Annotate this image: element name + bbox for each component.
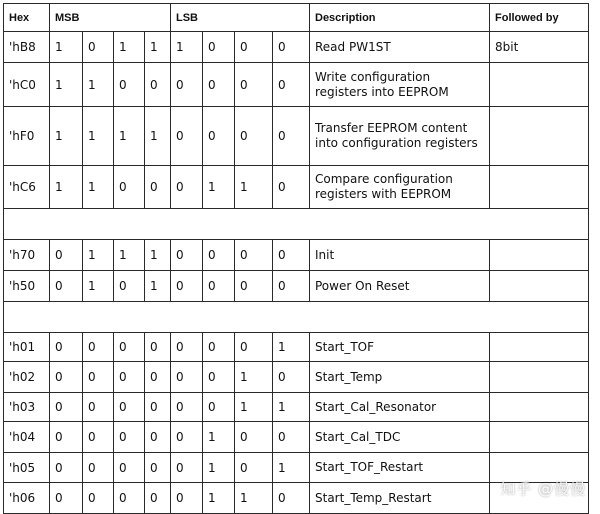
bit-cell: 0 [114,422,145,453]
bit-cell: 1 [235,362,273,393]
bit-cell: 0 [235,271,273,302]
bit-cell: 0 [273,107,310,166]
bit-cell: 1 [203,166,235,209]
followed-by-cell [490,63,589,107]
bit-cell: 0 [114,271,145,302]
bit-cell: 1 [83,166,114,209]
bit-cell: 0 [50,240,83,271]
bit-cell: 1 [145,107,171,166]
bit-cell: 0 [83,453,114,483]
bit-cell: 1 [273,333,310,362]
bit-cell: 0 [83,362,114,393]
bit-cell: 0 [273,362,310,393]
followed-by-cell [490,422,589,453]
bit-cell: 1 [273,453,310,483]
separator-row [4,209,589,240]
bit-cell: 0 [273,271,310,302]
bit-cell: 0 [203,32,235,63]
bit-cell: 0 [83,32,114,63]
description-cell: Start_Cal_TDC [310,422,490,453]
bit-cell: 0 [114,362,145,393]
header-lsb: LSB [171,4,310,32]
hex-cell: 'hB8 [4,32,50,63]
description-cell: Start_TOF_Restart [310,453,490,483]
header-description: Description [310,4,490,32]
bit-cell: 0 [145,422,171,453]
hex-cell: 'hF0 [4,107,50,166]
table-header-row [4,4,589,32]
bit-cell: 0 [171,393,203,422]
bit-cell: 0 [273,483,310,514]
bit-cell: 0 [171,483,203,514]
bit-cell: 0 [50,453,83,483]
table-row [4,422,589,453]
hex-cell: 'hC6 [4,166,50,209]
bit-cell: 0 [235,333,273,362]
bit-cell: 0 [235,63,273,107]
hex-cell: 'h02 [4,362,50,393]
bit-cell: 1 [114,240,145,271]
bit-cell: 1 [50,63,83,107]
table-row [4,271,589,302]
bit-cell: 0 [273,166,310,209]
bit-cell: 0 [83,393,114,422]
bit-cell: 1 [50,32,83,63]
bit-cell: 0 [145,166,171,209]
bit-cell: 1 [203,483,235,514]
followed-by-cell [490,393,589,422]
bit-cell: 0 [235,422,273,453]
bit-cell: 1 [145,271,171,302]
bit-cell: 1 [145,32,171,63]
bit-cell: 0 [203,271,235,302]
bit-cell: 0 [145,63,171,107]
hex-cell: 'h50 [4,271,50,302]
description-cell: Write configuration registers into EEPROM [310,63,490,107]
table-row [4,362,589,393]
followed-by-cell: 8bit [490,32,589,63]
followed-by-cell [490,166,589,209]
table-row [4,240,589,271]
bit-cell: 0 [50,422,83,453]
bit-cell: 0 [235,240,273,271]
bit-cell: 0 [114,166,145,209]
bit-cell: 0 [235,32,273,63]
bit-cell: 0 [171,63,203,107]
bit-cell: 1 [83,63,114,107]
description-cell: Start_Cal_Resonator [310,393,490,422]
bit-cell: 1 [114,32,145,63]
bit-cell: 0 [273,32,310,63]
bit-cell: 0 [83,333,114,362]
bit-cell: 0 [83,483,114,514]
table-row [4,333,589,362]
bit-cell: 0 [203,362,235,393]
bit-cell: 0 [171,166,203,209]
bit-cell: 0 [273,422,310,453]
bit-cell: 0 [50,393,83,422]
separator-cell [4,209,589,240]
hex-cell: 'h05 [4,453,50,483]
description-cell: Transfer EEPROM content into configuration registers [310,107,490,166]
hex-cell: 'h06 [4,483,50,514]
bit-cell: 1 [203,453,235,483]
followed-by-cell [490,333,589,362]
bit-cell: 0 [171,453,203,483]
bit-cell: 0 [203,63,235,107]
description-cell: Start_Temp [310,362,490,393]
hex-cell: 'h04 [4,422,50,453]
header-followed-by: Followed by [490,4,589,32]
bit-cell: 0 [145,483,171,514]
bit-cell: 1 [83,107,114,166]
bit-cell: 1 [50,107,83,166]
bit-cell: 0 [83,422,114,453]
bit-cell: 1 [145,240,171,271]
bit-cell: 0 [114,63,145,107]
followed-by-cell [490,107,589,166]
table-row [4,32,589,63]
bit-cell: 0 [50,333,83,362]
bit-cell: 0 [171,240,203,271]
bit-cell: 1 [114,107,145,166]
bit-cell: 1 [50,166,83,209]
bit-cell: 0 [171,107,203,166]
table-row [4,63,589,107]
bit-cell: 0 [273,63,310,107]
bit-cell: 0 [114,483,145,514]
description-cell: Start_TOF [310,333,490,362]
table-row [4,107,589,166]
followed-by-cell [490,362,589,393]
bit-cell: 0 [114,333,145,362]
bit-cell: 0 [145,362,171,393]
bit-cell: 0 [203,107,235,166]
description-cell: Init [310,240,490,271]
bit-cell: 1 [235,483,273,514]
table-row [4,166,589,209]
description-cell: Start_Temp_Restart [310,483,490,514]
bit-cell: 0 [50,271,83,302]
bit-cell: 1 [235,393,273,422]
bit-cell: 0 [203,333,235,362]
bit-cell: 0 [273,240,310,271]
watermark-text: 知乎 @慢慢 [500,480,586,498]
bit-cell: 0 [114,393,145,422]
bit-cell: 0 [50,362,83,393]
bit-cell: 0 [171,422,203,453]
description-cell: Power On Reset [310,271,490,302]
header-hex: Hex [4,4,50,32]
bit-cell: 0 [171,362,203,393]
hex-cell: 'hC0 [4,63,50,107]
bit-cell: 1 [83,240,114,271]
bit-cell: 0 [171,271,203,302]
bit-cell: 0 [145,453,171,483]
bit-cell: 1 [171,32,203,63]
bit-cell: 1 [83,271,114,302]
bit-cell: 0 [203,240,235,271]
separator-row [4,302,589,333]
description-cell: Read PW1ST [310,32,490,63]
table-row [4,393,589,422]
bit-cell: 1 [273,393,310,422]
bit-cell: 0 [235,453,273,483]
bit-cell: 1 [203,422,235,453]
hex-cell: 'h01 [4,333,50,362]
bit-cell: 0 [145,393,171,422]
bit-cell: 0 [50,483,83,514]
bit-cell: 0 [145,333,171,362]
bit-cell: 0 [203,393,235,422]
followed-by-cell [490,240,589,271]
bit-cell: 1 [235,166,273,209]
opcode-table [3,3,589,514]
bit-cell: 0 [171,333,203,362]
followed-by-cell [490,271,589,302]
bit-cell: 0 [235,107,273,166]
hex-cell: 'h70 [4,240,50,271]
header-msb: MSB [50,4,171,32]
bit-cell: 0 [114,453,145,483]
separator-cell [4,302,589,333]
description-cell: Compare configuration registers with EEPROM [310,166,490,209]
hex-cell: 'h03 [4,393,50,422]
